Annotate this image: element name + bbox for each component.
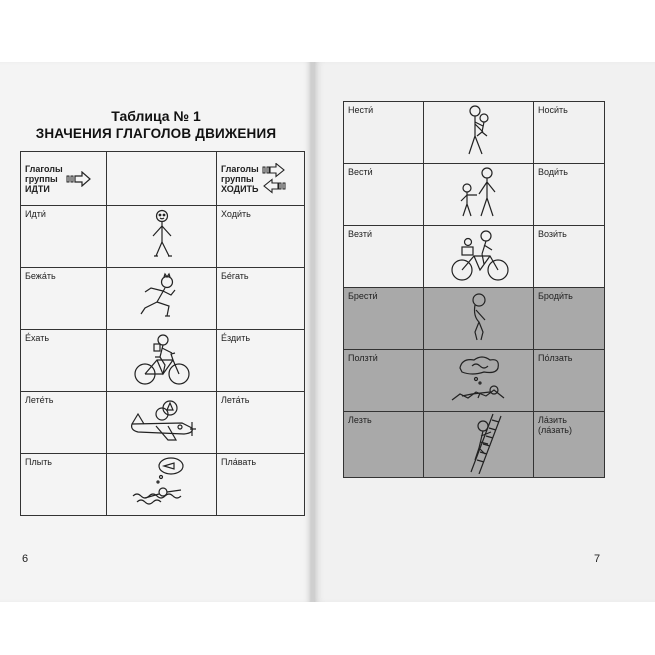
verb-vozit: Вози́ть [534, 226, 605, 288]
trudging-person-icon [449, 288, 509, 346]
verb-nesti: Нести́ [344, 102, 424, 164]
leading-child-icon [447, 164, 511, 222]
arrow-right-icon [66, 171, 92, 187]
verb-begat: Бе́гать [217, 268, 305, 330]
header-line: группы [25, 173, 58, 184]
table-row [21, 206, 305, 268]
picture-cell [424, 412, 534, 478]
verb-plyt: Плыть [21, 454, 107, 516]
picture-cell [107, 392, 217, 454]
picture-cell [424, 288, 534, 350]
picture-cell [107, 268, 217, 330]
crawling-person-icon [444, 350, 514, 408]
carrying-child-icon [449, 102, 509, 160]
verb-vesti: Вести́ [344, 164, 424, 226]
table-row [344, 226, 605, 288]
header-line: ХОДИТЬ [221, 183, 259, 194]
table-row [21, 268, 305, 330]
verb-plavat: Пла́вать [217, 454, 305, 516]
verbs-table-left [20, 151, 305, 516]
table-row [344, 102, 605, 164]
verb-lazit-form: Ла́зить [538, 415, 567, 425]
picture-cell [107, 454, 217, 516]
verb-bezhat: Бежа́ть [21, 268, 107, 330]
header-idti-group [21, 152, 107, 206]
verb-lazit [534, 412, 605, 478]
page-number-left: 6 [22, 553, 29, 565]
airplane-icon [124, 392, 200, 450]
picture-cell [424, 164, 534, 226]
verb-khodit: Ходи́ть [217, 206, 305, 268]
verb-brodit: Броди́ть [534, 288, 605, 350]
verb-lezt: Лезть [344, 412, 424, 478]
verbs-table-right [343, 101, 605, 478]
header-line: группы [221, 173, 254, 184]
picture-cell [424, 226, 534, 288]
arrow-both-directions-icon [262, 163, 286, 195]
table-subtitle: ЗНАЧЕНИЯ ГЛАГОЛОВ ДВИЖЕНИЯ [35, 126, 277, 141]
table-row [21, 454, 305, 516]
cyclist-icon [127, 330, 197, 388]
header-line: Глаголы [221, 163, 259, 174]
verb-bresti: Брести́ [344, 288, 424, 350]
verb-ezdit: Е́здить [217, 330, 305, 392]
table-row [344, 288, 605, 350]
table-header-row [21, 152, 305, 206]
table-row [21, 392, 305, 454]
verb-nosit: Носи́ть [534, 102, 605, 164]
bike-with-child-icon [444, 226, 514, 284]
picture-cell [424, 350, 534, 412]
page-number-right: 7 [594, 553, 601, 565]
header-khodit-group [217, 152, 305, 206]
verb-letat: Лета́ть [217, 392, 305, 454]
verb-polzat: По́лзать [534, 350, 605, 412]
verb-vodit: Води́ть [534, 164, 605, 226]
header-line: ИДТИ [25, 183, 50, 194]
running-person-icon [127, 268, 197, 326]
walking-person-icon [132, 206, 192, 264]
picture-cell [424, 102, 534, 164]
table-row [344, 412, 605, 478]
header-line: Глаголы [25, 163, 63, 174]
table-title: Таблица № 1 [111, 108, 201, 124]
verb-idti: Идти́ [21, 206, 107, 268]
table-row [21, 330, 305, 392]
verb-lazat-form: (ла́зать) [538, 425, 572, 435]
verb-ekhat: Е́хать [21, 330, 107, 392]
verb-vezti: Везти́ [344, 226, 424, 288]
picture-cell [107, 206, 217, 268]
picture-cell [107, 330, 217, 392]
climbing-ladder-icon [449, 412, 509, 474]
header-empty-cell [107, 152, 217, 206]
swimmer-icon [127, 454, 197, 512]
table-row [344, 164, 605, 226]
table-row [344, 350, 605, 412]
verb-letet: Лете́ть [21, 392, 107, 454]
book-spine [311, 62, 314, 602]
verb-polzti: Ползти́ [344, 350, 424, 412]
